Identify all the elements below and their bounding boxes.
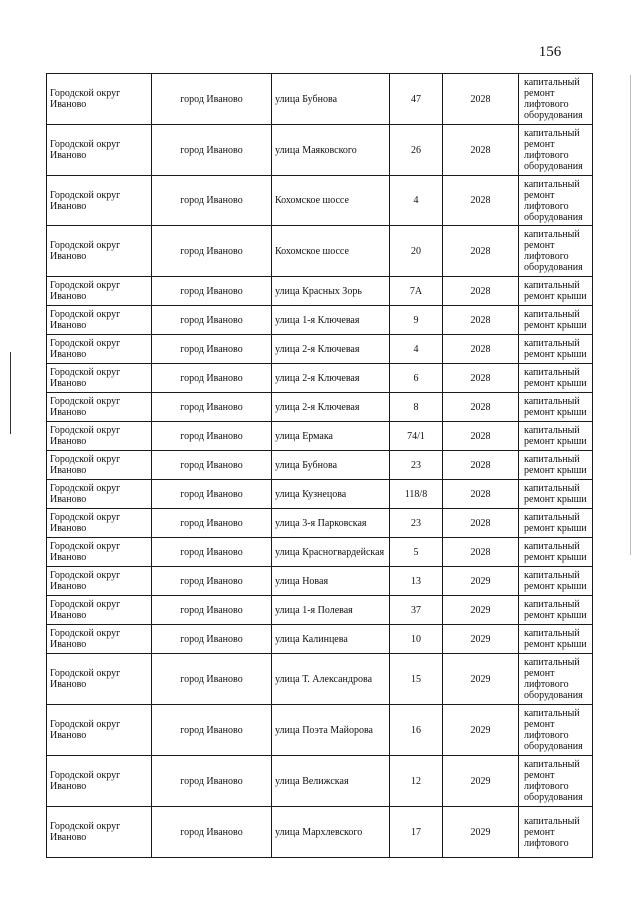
municipality-cell: Городской округ Иваново [47, 277, 152, 306]
work-type-cell: капитальный ремонт крыши [519, 538, 593, 567]
street-cell: улица 1-я Ключевая [272, 306, 390, 335]
street-cell: улица 3-я Парковская [272, 509, 390, 538]
year-cell: 2029 [443, 654, 519, 705]
municipality-cell: Городской округ Иваново [47, 74, 152, 125]
house-number-cell: 74/1 [390, 422, 443, 451]
table-row [47, 306, 593, 335]
municipality-cell: Городской округ Иваново [47, 596, 152, 625]
year-cell: 2028 [443, 125, 519, 176]
house-number-cell: 16 [390, 705, 443, 756]
work-type-cell: капитальный ремонт крыши [519, 364, 593, 393]
municipality-cell: Городской округ Иваново [47, 306, 152, 335]
work-type-cell: капитальный ремонт крыши [519, 306, 593, 335]
work-type-cell: капитальный ремонт крыши [519, 393, 593, 422]
house-number-cell: 47 [390, 74, 443, 125]
municipality-cell: Городской округ Иваново [47, 335, 152, 364]
street-cell: улица 2-я Ключевая [272, 335, 390, 364]
year-cell: 2028 [443, 422, 519, 451]
municipality-cell: Городской округ Иваново [47, 422, 152, 451]
year-cell: 2028 [443, 226, 519, 277]
house-number-cell: 7А [390, 277, 443, 306]
year-cell: 2028 [443, 335, 519, 364]
municipality-cell: Городской округ Иваново [47, 509, 152, 538]
street-cell: улица Т. Александрова [272, 654, 390, 705]
street-cell: улица Ермака [272, 422, 390, 451]
municipality-cell: Городской округ Иваново [47, 480, 152, 509]
table-row [47, 74, 593, 125]
work-type-cell: капитальный ремонт крыши [519, 480, 593, 509]
municipality-cell: Городской округ Иваново [47, 125, 152, 176]
house-number-cell: 4 [390, 335, 443, 364]
year-cell: 2028 [443, 306, 519, 335]
settlement-cell: город Иваново [152, 705, 272, 756]
year-cell: 2028 [443, 74, 519, 125]
year-cell: 2029 [443, 807, 519, 858]
house-number-cell: 10 [390, 625, 443, 654]
settlement-cell: город Иваново [152, 654, 272, 705]
municipality-cell: Городской округ Иваново [47, 451, 152, 480]
work-type-cell: капитальный ремонт крыши [519, 596, 593, 625]
year-cell: 2029 [443, 596, 519, 625]
municipality-cell: Городской округ Иваново [47, 176, 152, 226]
house-number-cell: 17 [390, 807, 443, 858]
municipality-cell: Городской округ Иваново [47, 226, 152, 277]
table-row [47, 625, 593, 654]
house-number-cell: 5 [390, 538, 443, 567]
table-row [47, 125, 593, 176]
work-type-cell: капитальный ремонт крыши [519, 509, 593, 538]
municipality-cell: Городской округ Иваново [47, 567, 152, 596]
house-number-cell: 6 [390, 364, 443, 393]
municipality-cell: Городской округ Иваново [47, 756, 152, 807]
street-cell: улица Красных Зорь [272, 277, 390, 306]
settlement-cell: город Иваново [152, 364, 272, 393]
house-number-cell: 13 [390, 567, 443, 596]
street-cell: улица 1-я Полевая [272, 596, 390, 625]
settlement-cell: город Иваново [152, 74, 272, 125]
table-row [47, 567, 593, 596]
street-cell: улица Новая [272, 567, 390, 596]
year-cell: 2028 [443, 176, 519, 226]
settlement-cell: город Иваново [152, 306, 272, 335]
settlement-cell: город Иваново [152, 226, 272, 277]
table-row [47, 654, 593, 705]
settlement-cell: город Иваново [152, 807, 272, 858]
work-type-cell: капитальный ремонт лифтового [519, 807, 593, 858]
street-cell: улица 2-я Ключевая [272, 393, 390, 422]
settlement-cell: город Иваново [152, 422, 272, 451]
table-row [47, 451, 593, 480]
scan-artifact-line [10, 352, 11, 434]
street-cell: Кохомское шоссе [272, 176, 390, 226]
municipality-cell: Городской округ Иваново [47, 364, 152, 393]
year-cell: 2028 [443, 451, 519, 480]
year-cell: 2029 [443, 567, 519, 596]
table-row [47, 596, 593, 625]
settlement-cell: город Иваново [152, 335, 272, 364]
street-cell: улица Кузнецова [272, 480, 390, 509]
house-number-cell: 15 [390, 654, 443, 705]
work-type-cell: капитальный ремонт лифтового оборудования [519, 654, 593, 705]
year-cell: 2028 [443, 480, 519, 509]
table-row [47, 756, 593, 807]
work-type-cell: капитальный ремонт лифтового оборудования [519, 74, 593, 125]
table-row [47, 364, 593, 393]
street-cell: улица 2-я Ключевая [272, 364, 390, 393]
street-cell: улица Маяковского [272, 125, 390, 176]
settlement-cell: город Иваново [152, 567, 272, 596]
work-type-cell: капитальный ремонт крыши [519, 277, 593, 306]
table-row [47, 538, 593, 567]
house-number-cell: 4 [390, 176, 443, 226]
work-type-cell: капитальный ремонт лифтового оборудования [519, 125, 593, 176]
table-body [47, 74, 593, 858]
table-row [47, 422, 593, 451]
table-row [47, 277, 593, 306]
table-row [47, 807, 593, 858]
municipality-cell: Городской округ Иваново [47, 807, 152, 858]
settlement-cell: город Иваново [152, 538, 272, 567]
work-type-cell: капитальный ремонт крыши [519, 422, 593, 451]
year-cell: 2029 [443, 625, 519, 654]
municipality-cell: Городской округ Иваново [47, 705, 152, 756]
municipality-cell: Городской округ Иваново [47, 538, 152, 567]
work-type-cell: капитальный ремонт лифтового оборудования [519, 756, 593, 807]
house-number-cell: 118/8 [390, 480, 443, 509]
street-cell: улица Поэта Майорова [272, 705, 390, 756]
settlement-cell: город Иваново [152, 176, 272, 226]
municipality-cell: Городской округ Иваново [47, 393, 152, 422]
work-type-cell: капитальный ремонт крыши [519, 451, 593, 480]
settlement-cell: город Иваново [152, 480, 272, 509]
house-number-cell: 23 [390, 509, 443, 538]
house-number-cell: 23 [390, 451, 443, 480]
year-cell: 2028 [443, 364, 519, 393]
table-row [47, 705, 593, 756]
settlement-cell: город Иваново [152, 596, 272, 625]
scan-edge-line [630, 75, 631, 555]
house-number-cell: 26 [390, 125, 443, 176]
housing-repair-table [46, 73, 593, 858]
work-type-cell: капитальный ремонт лифтового оборудования [519, 176, 593, 226]
work-type-cell: капитальный ремонт крыши [519, 567, 593, 596]
street-cell: улица Велижская [272, 756, 390, 807]
settlement-cell: город Иваново [152, 625, 272, 654]
settlement-cell: город Иваново [152, 451, 272, 480]
work-type-cell: капитальный ремонт лифтового оборудования [519, 226, 593, 277]
year-cell: 2028 [443, 509, 519, 538]
settlement-cell: город Иваново [152, 509, 272, 538]
year-cell: 2029 [443, 705, 519, 756]
year-cell: 2028 [443, 538, 519, 567]
house-number-cell: 9 [390, 306, 443, 335]
street-cell: улица Мархлевского [272, 807, 390, 858]
table-row [47, 480, 593, 509]
municipality-cell: Городской округ Иваново [47, 654, 152, 705]
work-type-cell: капитальный ремонт крыши [519, 625, 593, 654]
settlement-cell: город Иваново [152, 393, 272, 422]
settlement-cell: город Иваново [152, 756, 272, 807]
street-cell: Кохомское шоссе [272, 226, 390, 277]
house-number-cell: 12 [390, 756, 443, 807]
table-row [47, 393, 593, 422]
table-row [47, 335, 593, 364]
table-row [47, 226, 593, 277]
street-cell: улица Бубнова [272, 74, 390, 125]
year-cell: 2028 [443, 393, 519, 422]
table-row [47, 509, 593, 538]
work-type-cell: капитальный ремонт крыши [519, 335, 593, 364]
municipality-cell: Городской округ Иваново [47, 625, 152, 654]
year-cell: 2029 [443, 756, 519, 807]
house-number-cell: 8 [390, 393, 443, 422]
street-cell: улица Калинцева [272, 625, 390, 654]
page-number: 156 [538, 44, 562, 60]
street-cell: улица Бубнова [272, 451, 390, 480]
settlement-cell: город Иваново [152, 125, 272, 176]
work-type-cell: капитальный ремонт лифтового оборудования [519, 705, 593, 756]
street-cell: улица Красногвардейская [272, 538, 390, 567]
year-cell: 2028 [443, 277, 519, 306]
settlement-cell: город Иваново [152, 277, 272, 306]
house-number-cell: 37 [390, 596, 443, 625]
house-number-cell: 20 [390, 226, 443, 277]
table-row [47, 176, 593, 226]
